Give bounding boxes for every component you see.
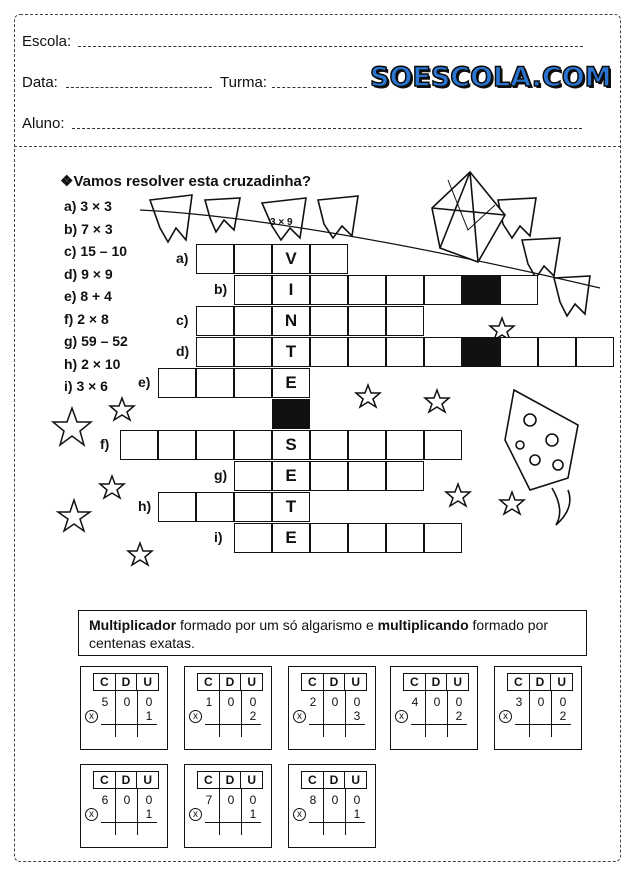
times-icon: x (293, 808, 306, 821)
multiplication-card (184, 764, 272, 848)
crossword-cell[interactable] (310, 523, 348, 553)
answer-field[interactable] (309, 825, 365, 843)
place-value-label: D (116, 674, 138, 690)
place-value-label: U (143, 773, 153, 787)
crossword-cell[interactable] (386, 430, 424, 460)
multiplicand-digit: 0 (455, 695, 463, 709)
answer-field[interactable] (101, 825, 157, 843)
crossword-cell[interactable] (500, 337, 538, 367)
star-icon (110, 398, 134, 420)
times-icon: x (85, 808, 98, 821)
answer-field[interactable] (205, 825, 261, 843)
multiplicand-digit: 0 (353, 793, 361, 807)
multiplication-card (80, 764, 168, 848)
row-label: c) (176, 312, 189, 328)
answer-field[interactable] (411, 727, 467, 745)
place-value-header (93, 771, 159, 789)
place-value-label: U (557, 675, 567, 689)
clue-item: d) 9 × 9 (64, 265, 113, 282)
place-value-label: D (530, 674, 552, 690)
crossword-cell[interactable] (310, 430, 348, 460)
place-value-label: U (247, 675, 257, 689)
times-icon: x (189, 710, 202, 723)
multiplication-card (494, 666, 582, 750)
place-value-label: C (404, 674, 426, 690)
multiplier-digit: 1 (145, 807, 153, 821)
crossword-letter-cell[interactable]: T (272, 337, 310, 367)
crossword-cell[interactable] (348, 523, 386, 553)
crossword-cell[interactable] (196, 306, 234, 336)
crossword-cell[interactable] (424, 430, 462, 460)
result-line (515, 724, 571, 725)
place-value-label: U (351, 675, 361, 689)
row-label: e) (138, 374, 151, 390)
multiplier-digit: 1 (145, 709, 153, 723)
crossword-cell[interactable] (310, 244, 348, 274)
star-icon (425, 390, 449, 412)
times-icon: x (189, 808, 202, 821)
place-value-label: D (220, 674, 242, 690)
result-line (411, 724, 467, 725)
multiplication-instruction: Multiplicador formado por um só algarismo e multiplicando formado por centenas exatas. (78, 610, 587, 656)
place-value-label: D (324, 772, 346, 788)
crossword-cell[interactable] (348, 306, 386, 336)
crossword-cell[interactable] (196, 337, 234, 367)
clue-item: e) 8 + 4 (64, 288, 112, 304)
brand-logo: SOESCOLA.COM (370, 62, 612, 93)
clue-item: i) 3 × 6 (64, 378, 108, 394)
multiplication-card (288, 666, 376, 750)
crossword-cell[interactable] (234, 306, 272, 336)
multiplicand-digit: 0 (331, 793, 339, 807)
crossword-cell[interactable] (424, 337, 462, 367)
crossword-cell[interactable] (538, 337, 576, 367)
crossword-letter-cell[interactable]: V (272, 244, 310, 274)
crossword-cell[interactable] (386, 275, 424, 305)
place-value-label: C (94, 674, 116, 690)
crossword-cell[interactable] (196, 368, 234, 398)
multiplier-digit: 1 (249, 807, 257, 821)
multiplicand-digit: 0 (227, 695, 235, 709)
clue-item: h) 2 × 10 (64, 355, 121, 372)
crossword-letter-cell[interactable]: N (272, 306, 310, 336)
place-value-header (197, 673, 263, 691)
crossword-cell[interactable] (234, 337, 272, 367)
place-value-label: C (198, 772, 220, 788)
clue-item: b) 7 × 3 (64, 220, 113, 237)
crossword-letter-cell[interactable]: I (272, 275, 310, 305)
kite-label: 3 × 9 (270, 217, 293, 228)
row-label: g) (214, 467, 228, 483)
place-value-header (403, 673, 469, 691)
crossword-cell[interactable] (310, 461, 348, 491)
crossword-cell[interactable] (234, 461, 272, 491)
turma-label: Turma: (220, 74, 267, 91)
data-label: Data: (22, 74, 58, 91)
crossword-cell[interactable] (234, 492, 272, 522)
row-label: h) (138, 498, 152, 514)
crossword-cell[interactable] (234, 430, 272, 460)
crossword-cell[interactable] (386, 306, 424, 336)
place-value-label: D (426, 674, 448, 690)
row-label: a) (176, 250, 189, 266)
row-label: i) (214, 529, 223, 545)
crossword-cell[interactable] (500, 275, 538, 305)
crossword-cell[interactable] (462, 275, 500, 305)
crossword-letter-cell[interactable]: E (272, 461, 310, 491)
crossword-cell[interactable] (348, 461, 386, 491)
multiplicand-digit: 2 (309, 695, 317, 709)
crossword-letter-cell[interactable]: E (272, 368, 310, 398)
crossword-cell[interactable] (234, 523, 272, 553)
result-line (205, 724, 261, 725)
crossword-cell[interactable] (348, 430, 386, 460)
answer-field[interactable] (309, 727, 365, 745)
crossword-cell[interactable] (234, 244, 272, 274)
crossword-cell[interactable] (576, 337, 614, 367)
place-value-label: U (247, 773, 257, 787)
crossword-cell[interactable] (348, 337, 386, 367)
multiplicand-digit: 4 (411, 695, 419, 709)
times-icon: x (85, 710, 98, 723)
place-value-label: C (198, 674, 220, 690)
multiplicand-digit: 0 (227, 793, 235, 807)
answer-field[interactable] (515, 727, 571, 745)
times-icon: x (293, 710, 306, 723)
multiplicand-digit: 0 (145, 695, 153, 709)
multiplier-digit: 3 (353, 709, 361, 723)
place-value-label: D (220, 772, 242, 788)
place-value-label: C (302, 674, 324, 690)
place-value-label: U (143, 675, 153, 689)
flag-icon (150, 195, 192, 242)
place-value-label: D (324, 674, 346, 690)
crossword-cell[interactable] (196, 492, 234, 522)
crossword-title: ❖Vamos resolver esta cruzadinha? (60, 173, 312, 190)
row-label: f) (100, 436, 110, 452)
row-label: d) (176, 343, 190, 359)
crossword-cell[interactable] (196, 430, 234, 460)
place-value-header (301, 673, 367, 691)
clue-item: a) 3 × 3 (64, 198, 112, 214)
multiplier-digit: 1 (353, 807, 361, 821)
result-line (309, 724, 365, 725)
crossword-cell[interactable] (310, 306, 348, 336)
crossword-cell[interactable] (424, 523, 462, 553)
star-icon (100, 476, 124, 498)
star-icon (58, 500, 90, 531)
crossword-cell[interactable] (158, 430, 196, 460)
place-value-header (507, 673, 573, 691)
multiplicand-digit: 0 (331, 695, 339, 709)
multiplicand-digit: 0 (353, 695, 361, 709)
place-value-header (93, 673, 159, 691)
multiplier-digit: 2 (249, 709, 257, 723)
clue-item: c) 15 – 10 (64, 243, 128, 259)
crossword-cell[interactable] (386, 337, 424, 367)
crossword-cell[interactable] (386, 523, 424, 553)
crossword-cell[interactable] (310, 337, 348, 367)
answer-field[interactable] (101, 727, 157, 745)
crossword-letter-cell[interactable]: E (272, 523, 310, 553)
star-icon (128, 543, 152, 565)
clue-item: g) 59 – 52 (64, 333, 128, 349)
crossword-cell[interactable] (196, 244, 234, 274)
crossword-cell[interactable] (424, 275, 462, 305)
multiplicand-digit: 7 (205, 793, 213, 807)
crossword-cell[interactable] (272, 399, 310, 429)
star-icon (446, 484, 470, 506)
multiplication-card (80, 666, 168, 750)
place-value-header (301, 771, 367, 789)
crossword-cell[interactable] (158, 368, 196, 398)
star-icon (356, 385, 380, 407)
multiplication-card (288, 764, 376, 848)
multiplicand-digit: 6 (101, 793, 109, 807)
escola-label: Escola: (22, 33, 72, 50)
row-label: b) (214, 281, 228, 297)
result-line (309, 822, 365, 823)
place-value-label: U (351, 773, 361, 787)
result-line (101, 822, 157, 823)
place-value-label: C (302, 772, 324, 788)
crossword-cell[interactable] (386, 461, 424, 491)
place-value-label: C (94, 772, 116, 788)
place-value-label: C (508, 674, 530, 690)
multiplicand-digit: 3 (515, 695, 523, 709)
balloon-icon (432, 172, 505, 262)
crossword-cell[interactable] (310, 275, 348, 305)
answer-field[interactable] (205, 727, 261, 745)
place-value-label: D (116, 772, 138, 788)
multiplicand-digit: 0 (123, 695, 131, 709)
flag-icon (205, 198, 240, 232)
multiplicand-digit: 8 (309, 793, 317, 807)
result-line (205, 822, 261, 823)
clue-item: f) 2 × 8 (64, 310, 109, 327)
multiplicand-digit: 0 (537, 695, 545, 709)
crossword-letter-cell[interactable]: T (272, 492, 310, 522)
star-icon (500, 492, 524, 514)
crossword-cell[interactable] (234, 275, 272, 305)
crossword-cell[interactable] (462, 337, 500, 367)
multiplicand-digit: 5 (101, 695, 109, 709)
multiplicand-digit: 0 (559, 695, 567, 709)
multiplier-digit: 2 (455, 709, 463, 723)
multiplicand-digit: 0 (433, 695, 441, 709)
times-icon: x (499, 710, 512, 723)
aluno-label: Aluno: (22, 115, 65, 132)
multiplier-digit: 2 (559, 709, 567, 723)
multiplicand-digit: 0 (145, 793, 153, 807)
place-value-label: U (453, 675, 463, 689)
multiplicand-digit: 0 (249, 793, 257, 807)
multiplicand-digit: 0 (123, 793, 131, 807)
result-line (101, 724, 157, 725)
multiplicand-digit: 1 (205, 695, 213, 709)
multiplicand-digit: 0 (249, 695, 257, 709)
star-icon (53, 408, 91, 445)
crossword-cell[interactable] (158, 492, 196, 522)
multiplication-card (184, 666, 272, 750)
crossword-cell[interactable] (348, 275, 386, 305)
crossword-letter-cell[interactable]: S (272, 430, 310, 460)
place-value-header (197, 771, 263, 789)
crossword-cell[interactable] (120, 430, 158, 460)
multiplication-card (390, 666, 478, 750)
crossword-cell[interactable] (234, 368, 272, 398)
times-icon: x (395, 710, 408, 723)
